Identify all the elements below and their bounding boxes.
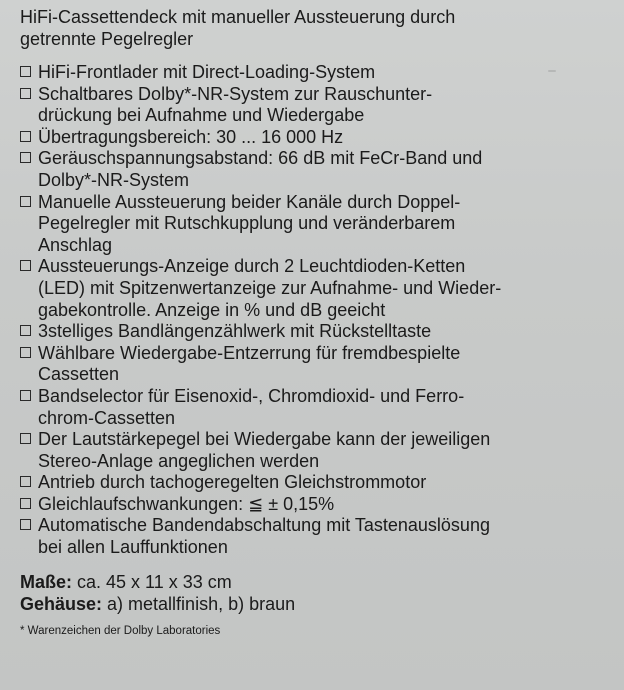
checkbox-icon bbox=[20, 476, 31, 487]
checkbox-icon bbox=[20, 325, 31, 336]
feature-item bbox=[20, 494, 610, 516]
feature-item bbox=[20, 148, 610, 191]
feature-text: Gleichlaufschwankungen: ≦ ± 0,15% bbox=[38, 493, 335, 514]
feature-item bbox=[20, 192, 610, 257]
feature-item bbox=[20, 429, 610, 472]
feature-text: Der Lautstärkepegel bei Wiedergabe kann der jeweiligen Stereo-Anlage angeglichen werden bbox=[38, 429, 491, 471]
feature-list bbox=[20, 62, 610, 559]
specifications bbox=[20, 571, 610, 615]
feature-text: Bandselector für Eisenoxid-, Chromdioxid- und Ferro- chrom-Cassetten bbox=[38, 385, 465, 428]
feature-item bbox=[20, 343, 610, 386]
paper-speck bbox=[548, 70, 556, 72]
feature-text: Schaltbares Dolby*-NR-System zur Rauschunter- drückung bei Aufnahme und Wiedergabe bbox=[38, 83, 433, 126]
housing-row bbox=[20, 593, 610, 615]
feature-text: Geräuschspannungsabstand: 66 dB mit FeCr-Band und Dolby*-NR-System bbox=[38, 148, 483, 190]
feature-item bbox=[20, 127, 610, 149]
checkbox-icon bbox=[20, 519, 31, 530]
feature-item bbox=[20, 321, 610, 343]
checkbox-icon bbox=[20, 152, 31, 163]
checkbox-icon bbox=[20, 131, 31, 142]
feature-text: Manuelle Aussteuerung beider Kanäle durch Doppel- Pegelregler mit Rutschkupplung und veränderbarem Anschlag bbox=[38, 191, 461, 255]
feature-text: 3stelliges Bandlängenzählwerk mit Rückstelltaste bbox=[38, 321, 432, 342]
feature-text: Antrieb durch tachogeregelten Gleichstrommotor bbox=[38, 472, 427, 493]
checkbox-icon bbox=[20, 347, 31, 358]
feature-text: Automatische Bandendabschaltung mit Tastenauslösung bei allen Lauffunktionen bbox=[38, 515, 490, 558]
feature-item bbox=[20, 386, 610, 429]
feature-text: Aussteuerungs-Anzeige durch 2 Leuchtdioden-Ketten (LED) mit Spitzenwertanzeige zur Aufnahme- und Wieder- gabekontrolle. Anzeige in % und dB geeicht bbox=[38, 256, 502, 320]
feature-text: HiFi-Frontlader mit Direct-Loading-System bbox=[38, 62, 376, 82]
product-description bbox=[20, 6, 610, 638]
housing-label: Gehäuse: bbox=[20, 593, 103, 614]
checkbox-icon bbox=[20, 260, 31, 271]
checkbox-icon bbox=[20, 390, 31, 401]
feature-item bbox=[20, 256, 610, 321]
dimensions-row bbox=[20, 571, 610, 593]
intro-text: HiFi-Cassettendeck mit manueller Aussteuerung durch getrennte Pegelregler bbox=[20, 7, 456, 49]
feature-text: Wählbare Wiedergabe-Entzerrung für fremdbespielte Cassetten bbox=[38, 342, 461, 385]
feature-item bbox=[20, 472, 610, 494]
dimensions-value: ca. 45 x 11 x 33 cm bbox=[72, 571, 232, 592]
checkbox-icon bbox=[20, 88, 31, 99]
checkbox-icon bbox=[20, 66, 31, 77]
housing-value: a) metallfinish, b) braun bbox=[102, 593, 296, 614]
checkbox-icon bbox=[20, 498, 31, 509]
checkbox-icon bbox=[20, 433, 31, 444]
trademark-footnote: * Warenzeichen der Dolby Laboratories bbox=[20, 624, 221, 637]
feature-item bbox=[20, 84, 610, 127]
feature-item bbox=[20, 515, 610, 558]
dimensions-label: Maße: bbox=[20, 571, 73, 592]
checkbox-icon bbox=[20, 196, 31, 207]
feature-text: Übertragungsbereich: 30 ... 16 000 Hz bbox=[38, 126, 344, 147]
feature-item bbox=[20, 62, 610, 84]
